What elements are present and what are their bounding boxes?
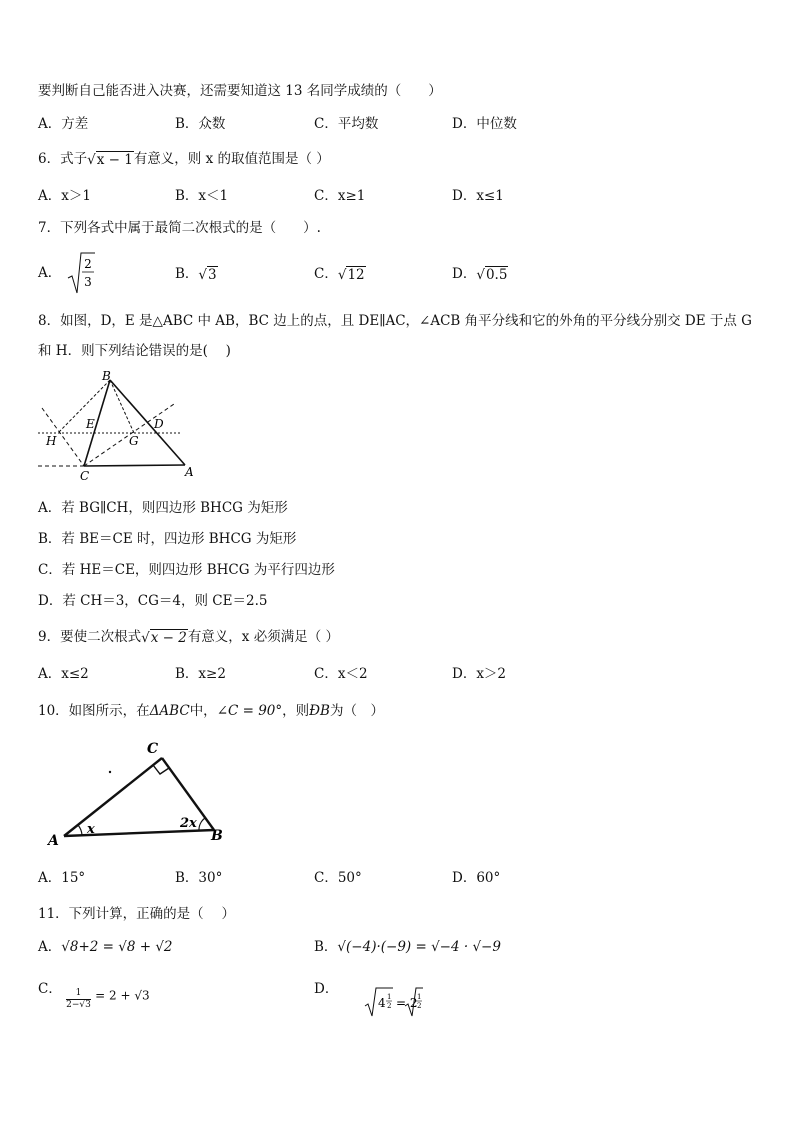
- q11-d-eq: = 2: [395, 996, 418, 1010]
- q10-stem: [38, 702, 384, 720]
- q10-angle-2x: 2x: [180, 816, 197, 831]
- q6-stem-before: 6．式子: [38, 151, 88, 167]
- q11-option-b: [314, 938, 501, 956]
- q5-option-a: A．方差: [38, 116, 89, 132]
- q7-c-radicand: 12: [347, 266, 365, 283]
- q9-stem: [38, 628, 339, 647]
- q9-option-d: D．x＞2: [452, 666, 507, 682]
- q11-a-label: A．: [38, 939, 62, 955]
- q8-label-e: E: [86, 417, 95, 431]
- q8-stem-line2: 和 H．则下列结论错误的是( ): [38, 343, 231, 359]
- q5-stem: 要判断自己能否进入决赛，还需要知道这 13 名同学成绩的（ ）: [38, 83, 442, 99]
- q7-a-label: A．: [38, 265, 62, 281]
- q11-option-d: [314, 980, 423, 1020]
- q6-stem: [38, 150, 330, 169]
- q10-option-a: A．15°: [38, 870, 86, 886]
- q7-a-numerator: 2: [83, 257, 92, 271]
- q8-label-a: A: [185, 465, 194, 479]
- q7-d-label: D．: [452, 266, 477, 282]
- q10-target: ÐB: [309, 703, 330, 719]
- q7-b-label: B．: [175, 266, 199, 282]
- q6-radical: √x − 1: [87, 151, 133, 168]
- q7-b-radicand: 3: [208, 266, 217, 283]
- q10-figure: [42, 736, 232, 848]
- q9-option-c: C．x＜2: [314, 666, 368, 682]
- q11-d-den2: 2: [416, 1002, 422, 1010]
- q9-radicand: x − 2: [150, 629, 187, 646]
- q11-a-expr: √8+2 = √8 + √2: [61, 939, 173, 955]
- q6-radicand: x − 1: [96, 151, 133, 168]
- q11-c-rhs: = 2 + √3: [95, 988, 150, 1003]
- q10-label-c: C: [147, 741, 159, 757]
- q7-d-radicand: 0.5: [485, 266, 508, 283]
- q8-label-d: D: [154, 417, 164, 431]
- q8-label-b: B: [102, 369, 111, 383]
- q11-d-expr: [343, 980, 423, 1020]
- q9-stem-after: 有意义，x 必须满足（ ）: [187, 629, 340, 645]
- q9-option-a: A．x≤2: [38, 666, 89, 682]
- q7-option-c: C．√12: [314, 266, 365, 283]
- q10-label-b: B: [211, 828, 223, 844]
- q8-option-c: C．若 HE＝CE，则四边形 BHCG 为平行四边形: [38, 562, 335, 578]
- q5-option-c: C．平均数: [314, 116, 379, 132]
- q6-option-b: B．x＜1: [175, 188, 229, 204]
- q11-b-expr: √(−4)·(−9) = √−4 · √−9: [337, 939, 501, 955]
- q5-option-d: D．中位数: [452, 116, 517, 132]
- q7-stem: 7．下列各式中属于最简二次根式的是（ ）.: [38, 220, 321, 236]
- q8-option-d: D．若 CH＝3，CG＝4，则 CE＝2.5: [38, 593, 268, 609]
- q11-d-den1: 2: [386, 1002, 392, 1010]
- q8-stem-line1: 8．如图，D，E 是△ABC 中 AB，BC 边上的点，且 DE∥AC，∠ACB 角平分线和它的外角的平分线分别交 DE 于点 G: [38, 313, 752, 329]
- q6-stem-after: 有意义，则 x 的取值范围是（ ）: [133, 151, 330, 167]
- q10-stem-before: 10．如图所示，在: [38, 703, 150, 719]
- q10-angle-x: x: [87, 822, 95, 837]
- q10-stem-after: 为（ ）: [329, 703, 384, 719]
- q11-c-numerator: 1: [66, 988, 91, 1000]
- q6-option-c: C．x≥1: [314, 188, 366, 204]
- q7-option-b: B．√3: [175, 266, 217, 283]
- q11-c-fraction: [66, 988, 91, 1011]
- q9-option-b: B．x≥2: [175, 666, 226, 682]
- q8-label-g: G: [129, 434, 139, 448]
- q8-option-a: A．若 BG∥CH，则四边形 BHCG 为矩形: [38, 500, 288, 516]
- q10-stem-mid2: ，则: [282, 703, 310, 719]
- q9-stem-before: 9．要使二次根式: [38, 629, 142, 645]
- q6-option-d: D．x≤1: [452, 188, 504, 204]
- q10-stem-mid: 中，: [189, 703, 217, 719]
- q5-option-b: B．众数: [175, 116, 226, 132]
- q8-label-h: H: [46, 434, 57, 448]
- q11-d-lhs: 4: [377, 996, 386, 1010]
- q11-d-label: D．: [314, 981, 339, 997]
- q10-option-b: B．30°: [175, 870, 223, 886]
- q7-option-d: D．√0.5: [452, 266, 508, 283]
- q11-c-label: C．: [38, 981, 62, 997]
- q8-figure: [30, 368, 194, 486]
- q7-c-label: C．: [314, 266, 338, 282]
- q7-a-radical: [66, 250, 96, 296]
- q7-option-a: [38, 250, 96, 296]
- q11-option-a: [38, 938, 173, 956]
- q11-option-c: [38, 980, 150, 1011]
- q11-d-num1: 1: [386, 993, 392, 1001]
- q6-option-a: A．x＞1: [38, 188, 91, 204]
- q10-triangle: ΔABC: [149, 703, 190, 719]
- q8-label-c: C: [80, 469, 90, 483]
- q8-option-b: B．若 BE＝CE 时，四边形 BHCG 为矩形: [38, 531, 297, 547]
- q7-a-denominator: 3: [83, 275, 92, 289]
- q10-option-c: C．50°: [314, 870, 362, 886]
- q10-option-d: D．60°: [452, 870, 501, 886]
- q9-radical: √x − 2: [141, 629, 187, 646]
- q11-d-num2: 1: [416, 993, 422, 1001]
- q10-condition: ∠C = 90°: [216, 703, 283, 719]
- q11-b-label: B．: [314, 939, 338, 955]
- q11-c-denominator: 2−√3: [66, 1000, 91, 1010]
- q11-stem: 11．下列计算，正确的是（ ）: [38, 906, 235, 922]
- q10-label-a: A: [48, 833, 59, 849]
